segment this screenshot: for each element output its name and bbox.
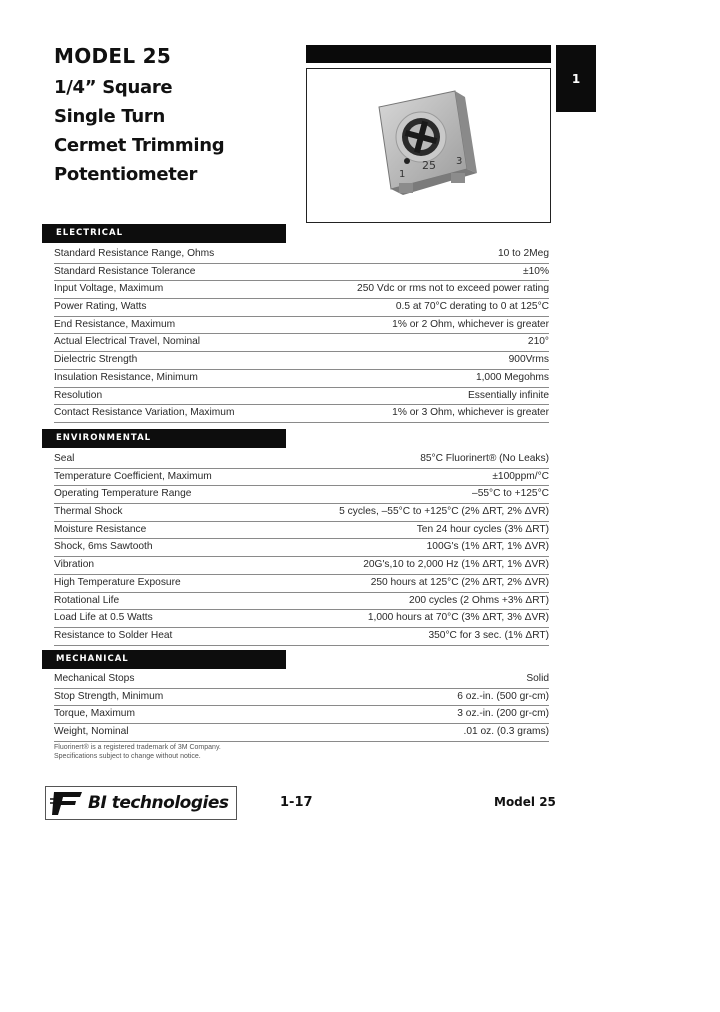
subtitle-line-4: Potentiometer [54, 164, 198, 185]
spec-label: Weight, Nominal [54, 726, 129, 738]
spec-value: Essentially infinite [468, 389, 549, 401]
environmental-spec-row [54, 486, 549, 504]
spec-label: Power Rating, Watts [54, 301, 147, 313]
environmental-spec-row [54, 557, 549, 575]
electrical-heading: ELECTRICAL [42, 224, 286, 243]
spec-label: Dielectric Strength [54, 354, 138, 366]
spec-label: Rotational Life [54, 594, 120, 606]
spec-label: Torque, Maximum [54, 708, 135, 720]
spec-value: –55°C to +125°C [472, 488, 549, 500]
product-photo-frame [306, 68, 551, 223]
spec-value: 900Vrms [508, 354, 549, 366]
tab-number: 1 [571, 71, 581, 86]
spec-value: ±10% [523, 265, 549, 277]
spec-value: 1,000 Megohms [475, 371, 549, 383]
environmental-heading: ENVIRONMENTAL [42, 429, 286, 448]
electrical-spec-row [54, 388, 549, 406]
electrical-spec-row [54, 317, 549, 335]
spec-label: Thermal Shock [54, 506, 123, 518]
spec-value: 5 cycles, –55°C to +125°C (2% ΔRT, 2% ΔVR) [339, 506, 549, 518]
environmental-spec-row [54, 610, 549, 628]
spec-label: Seal [54, 453, 75, 464]
electrical-spec-row [54, 299, 549, 317]
environmental-spec-row [54, 539, 549, 557]
electrical-spec-row [54, 405, 549, 423]
subtitle-line-2: Single Turn [54, 106, 165, 127]
spec-label: Insulation Resistance, Minimum [54, 371, 198, 383]
spec-label: Standard Resistance Range, Ohms [54, 248, 215, 259]
page-number: 1-17 [280, 795, 313, 810]
bi-logo-icon [50, 789, 84, 817]
mechanical-spec-row [54, 706, 549, 724]
electrical-spec-row [54, 246, 549, 264]
spec-value: 6 oz.-in. (500 gr-cm) [457, 690, 549, 702]
spec-value: 1% or 3 Ohm, whichever is greater [392, 407, 549, 419]
spec-label: Temperature Coefficient, Maximum [54, 470, 212, 482]
spec-label: Resistance to Solder Heat [54, 629, 173, 641]
spec-label: Standard Resistance Tolerance [54, 265, 196, 277]
subtitle-line-1: 1/4” Square [54, 77, 173, 98]
mechanical-heading: MECHANICAL [42, 650, 286, 669]
electrical-spec-row [54, 281, 549, 299]
spec-label: Resolution [54, 389, 103, 401]
spec-label: High Temperature Exposure [54, 576, 181, 588]
spec-value: 3 oz.-in. (200 gr-cm) [457, 708, 549, 720]
spec-label: Shock, 6ms Sawtooth [54, 541, 153, 553]
company-logo [45, 786, 237, 820]
spec-value: 1,000 hours at 70°C (3% ΔRT, 3% ΔVR) [367, 612, 549, 624]
environmental-spec-row [54, 628, 549, 646]
electrical-spec-row [54, 370, 549, 388]
footer-model: Model 25 [494, 795, 556, 809]
spec-label: End Resistance, Maximum [54, 318, 176, 330]
logo-text: BI technologies [88, 793, 229, 813]
spec-value: ±100ppm/°C [492, 470, 549, 482]
spec-label: Load Life at 0.5 Watts [54, 612, 153, 624]
potentiometer-image [307, 69, 550, 222]
spec-label: Moisture Resistance [54, 523, 147, 535]
footnotes [54, 743, 221, 761]
electrical-spec-row [54, 352, 549, 370]
mechanical-spec-row [54, 689, 549, 707]
environmental-spec-row [54, 469, 549, 487]
spec-value: 1% or 2 Ohm, whichever is greater [392, 318, 549, 330]
subtitle-line-3: Cermet Trimming [54, 135, 225, 156]
spec-value: .01 oz. (0.3 grams) [463, 726, 549, 738]
electrical-table [54, 246, 549, 423]
mechanical-table [54, 671, 549, 742]
spec-value: Ten 24 hour cycles (3% ΔRT) [416, 523, 549, 535]
spec-value: 20G's,10 to 2,000 Hz (1% ΔRT, 1% ΔVR) [363, 559, 549, 571]
footnote-trademark: Fluorinert® is a registered trademark of 3M Company. [54, 744, 221, 751]
spec-value: 85°C Fluorinert® (No Leaks) [420, 453, 549, 464]
spec-value: 250 Vdc or rms not to exceed power rating [357, 283, 549, 295]
spec-label: Contact Resistance Variation, Maximum [54, 407, 235, 419]
spec-value: 210° [527, 336, 549, 348]
environmental-spec-row [54, 504, 549, 522]
spec-label: Stop Strength, Minimum [54, 690, 164, 702]
spec-label: Operating Temperature Range [54, 488, 192, 500]
electrical-spec-row [54, 264, 549, 282]
spec-value: 100G's (1% ΔRT, 1% ΔVR) [426, 541, 549, 553]
spec-label: Mechanical Stops [54, 673, 135, 684]
photo-header-bar [306, 45, 551, 63]
mechanical-spec-row [54, 724, 549, 742]
pin-label-left: 1 [399, 169, 406, 180]
dial-label: 25 [422, 159, 436, 172]
spec-value: 200 cycles (2 Ohms +3% ΔRT) [409, 594, 549, 606]
environmental-spec-row [54, 575, 549, 593]
spec-label: Actual Electrical Travel, Nominal [54, 336, 201, 348]
environmental-spec-row [54, 451, 549, 469]
footnote-specs: Specifications subject to change without notice. [54, 753, 201, 760]
model-title: MODEL 25 [54, 44, 172, 68]
spec-value: 250 hours at 125°C (2% ΔRT, 2% ΔVR) [370, 576, 549, 588]
environmental-spec-row [54, 593, 549, 611]
spec-label: Input Voltage, Maximum [54, 283, 164, 295]
spec-value: 350°C for 3 sec. (1% ΔRT) [428, 629, 549, 641]
mechanical-spec-row [54, 671, 549, 689]
spec-label: Vibration [54, 559, 95, 571]
spec-value: 10 to 2Meg [498, 248, 549, 259]
pin-label-right: 3 [456, 156, 463, 167]
section-tab [556, 45, 596, 112]
electrical-spec-row [54, 334, 549, 352]
environmental-spec-row [54, 522, 549, 540]
spec-value: 0.5 at 70°C derating to 0 at 125°C [395, 301, 549, 313]
spec-value: Solid [526, 673, 549, 684]
environmental-table [54, 451, 549, 646]
